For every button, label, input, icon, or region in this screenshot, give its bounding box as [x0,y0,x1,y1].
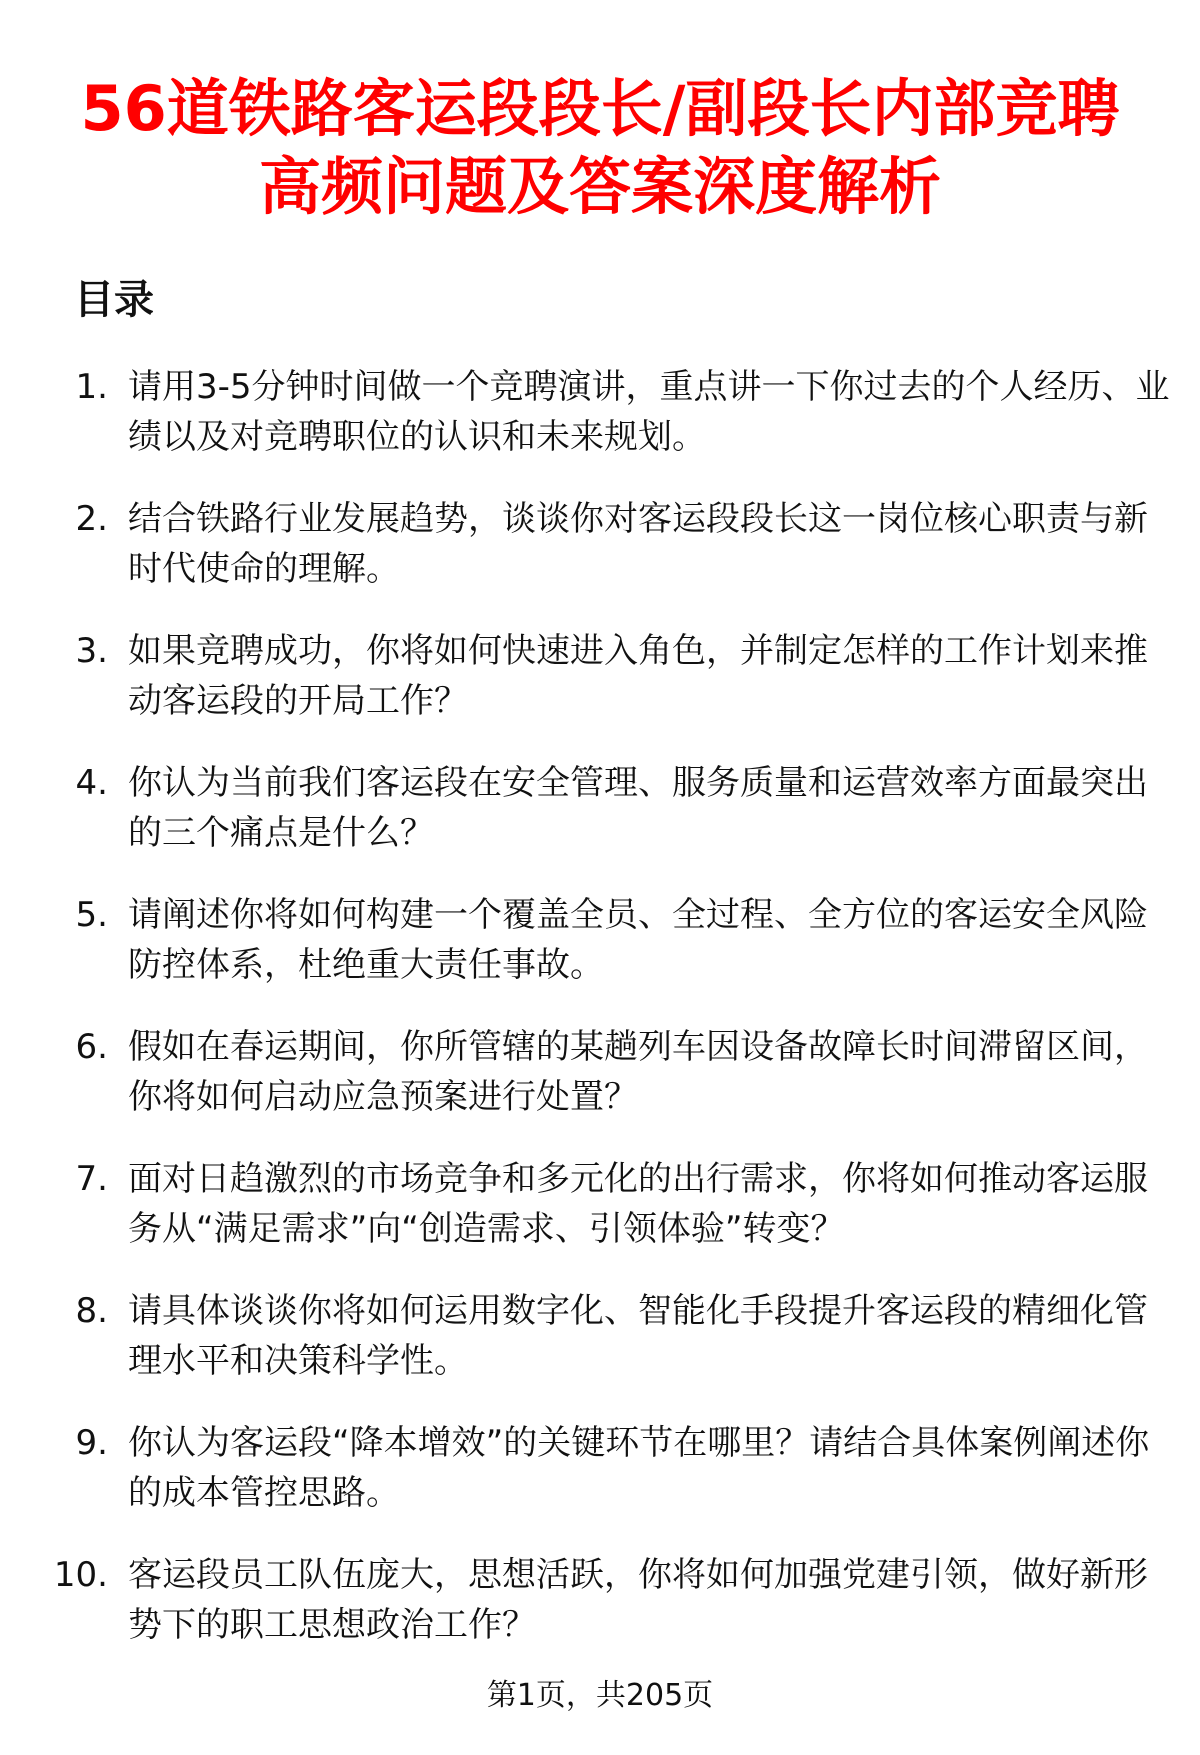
toc-item-number: 1. [75,367,108,407]
toc-item-number: 5. [75,895,108,935]
toc-item [40,758,1148,890]
toc-item [40,1418,1150,1550]
toc-item-text: 请用3-5分钟时间做一个竞聘演讲，重点讲一下你过去的个人经历、业绩以及对竞聘职位的认识和未来规划。 [128,367,1170,457]
toc-item-text: 假如在春运期间，你所管辖的某趟列车因设备故障长时间滞留区间，你将如何启动应急预案进行处置？ [128,1027,1148,1117]
toc-item [40,1550,1148,1682]
toc-item-text: 请具体谈谈你将如何运用数字化、智能化手段提升客运段的精细化管理水平和决策科学性。 [128,1291,1148,1381]
toc-item-text: 结合铁路行业发展趋势，谈谈你对客运段段长这一岗位核心职责与新时代使命的理解。 [128,499,1148,589]
toc-item [40,1286,1148,1418]
toc-list [40,362,1170,1682]
toc-item-text: 客运段员工队伍庞大，思想活跃，你将如何加强党建引领，做好新形势下的职工思想政治工作？ [128,1555,1148,1645]
toc-item [40,494,1148,626]
toc-item [40,1022,1148,1154]
toc-item-number: 3. [75,631,108,671]
page-footer: 第1页，共205页 [486,1678,714,1713]
toc-heading: 目录 [74,277,154,323]
toc-item-number: 10. [53,1555,108,1595]
toc-item-number: 7. [75,1159,108,1199]
toc-item-text: 请阐述你将如何构建一个覆盖全员、全过程、全方位的客运安全风险防控体系，杜绝重大责任事故。 [128,895,1148,985]
document-title: 56道铁路客运段段长/副段长内部竞聘高频问题及答案深度解析 [80,72,1120,223]
toc-item-text: 你认为客运段“降本增效”的关键环节在哪里？请结合具体案例阐述你的成本管控思路。 [128,1423,1150,1513]
toc-item-text: 面对日趋激烈的市场竞争和多元化的出行需求，你将如何推动客运服务从“满足需求”向“创造需求、引领体验”转变？ [128,1159,1148,1249]
toc-item-number: 4. [75,763,108,803]
toc-item [40,362,1170,494]
toc-item-text: 如果竞聘成功，你将如何快速进入角色，并制定怎样的工作计划来推动客运段的开局工作？ [128,631,1148,721]
toc-item-number: 6. [75,1027,108,1067]
toc-item-number: 2. [75,499,108,539]
toc-item-number: 9. [75,1423,108,1463]
toc-item [40,626,1148,758]
toc-item-text: 你认为当前我们客运段在安全管理、服务质量和运营效率方面最突出的三个痛点是什么？ [128,763,1148,853]
toc-item-number: 8. [75,1291,108,1331]
toc-item [40,890,1148,1022]
toc-item [40,1154,1148,1286]
